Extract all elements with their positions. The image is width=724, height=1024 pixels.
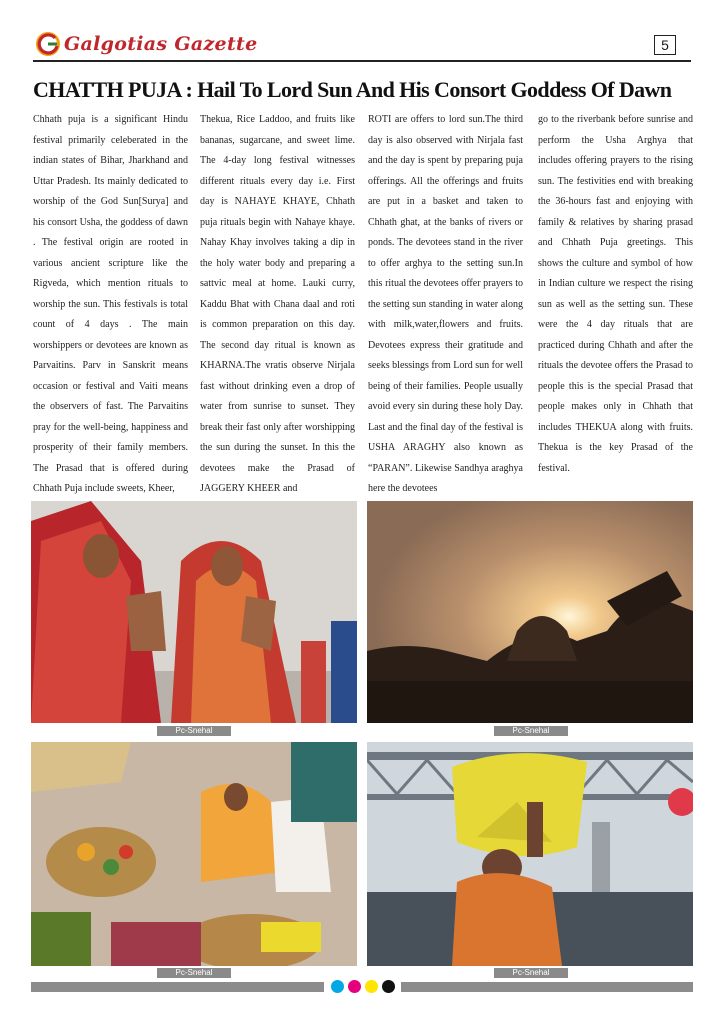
article-column-1: Chhath puja is a significant Hindu festival primarily celeberated in the indian states of Bihar, Jharkhand and Uttar Pradesh. Its mainly dedicated to worship of the God Sun[Surya] and his consort Usha, the goddess of dawn . The festival origin are rooted in various ancient scripture like the Rigveda, which mention rituals to worship the sun. This festivals is total count of 4 days . The main worshippers or devotees are known as Parvaitins. Parv in Sanskrit means occasion or festival and Vaiti means the observers of fast. The Parvaitins pray for the well-being, happiness and prosperity of their family members. The Prasad that is offered during Chhath Puja include sweets, Kheer, [33, 114, 188, 494]
photo-caption: Pc-Snehal [494, 968, 568, 978]
masthead [36, 31, 258, 57]
photo-caption: Pc-Snehal [157, 726, 231, 736]
photo-women-praying [31, 501, 357, 723]
photo-caption: Pc-Snehal [494, 726, 568, 736]
gazette-logo-icon [36, 32, 60, 56]
photo-devotee-basket [367, 742, 693, 966]
photo-sunset-offerings [367, 501, 693, 723]
article-column-2: Thekua, Rice Laddoo, and fruits like bananas, sugarcane, and sweet lime. The 4-day long festival witnesses different rituals every day i.e. First day is NAHAYE KHAYE, Chhath puja rituals begin with Nahaye khaye. Nahay Khay involves taking a dip in the holy water body and preparing a sattvic meal at home. Lauki curry, Kaddu Bhat with Chana daal and roti is common preparation on this day. The second day ritual is known as KHARNA.The vratis observe Nirjala fast without drinking even a drop of water from sunrise to sunset. They break their fast only after worshipping the sun during the sunset. In this the devotees make the Prasad of JAGGERY KHEER and [200, 114, 355, 494]
photo-caption: Pc-Snehal [157, 968, 231, 978]
page-number: 5 [654, 35, 676, 55]
photo-prasad-offerings [31, 742, 357, 966]
article-headline: CHATTH PUJA : Hail To Lord Sun And His Consort Goddess Of Dawn [33, 77, 672, 102]
footer-bar-left [31, 982, 324, 992]
cyan-dot [331, 980, 344, 993]
footer-bar-right [401, 982, 693, 992]
black-dot [382, 980, 395, 993]
masthead-rule [33, 60, 691, 62]
article-column-3: ROTI are offers to lord sun.The third day is also observed with Nirjala fast and the day is spent by preparing puja offerings. All the offerings and fruits are put in a basket and taken to Chhath ghat, at the banks of rivers or ponds. The devotees stand in the river to offer arghya to the setting sun.In this ritual the devotees offer prayers to the setting sun standing in water along with milk,water,flowers and fruits. Devotees express their gratitude and seeks blessings from Lord sun for well being of their families. People usually avoid every sin during these holy Day. Last and the final day of the festival is USHA ARAGHY also known as “PARAN”. Likewise Sandhya araghya here the devotees [368, 114, 523, 494]
yellow-dot [365, 980, 378, 993]
magenta-dot [348, 980, 361, 993]
article-column-4: go to the riverbank before sunrise and perform the Usha Arghya that includes offering prayers to the rising sun. The festivities end with breaking the 36-hours fast and enjoying with family & relatives by sharing prasad and Chhath Puja greetings. This shows the culture and symbol of how in Indian culture we respect the rising sun as well as the setting sun. These were the 4 day rituals that are practiced during Chhath and after the rituals the devotee offers the Prasad to people this is the special Prasad that people makes only in Chhath that includes THEKUA along with fruits. Thekua is the key Prasad of the festival. [538, 114, 693, 474]
masthead-title: Galgotias Gazette [64, 33, 258, 55]
